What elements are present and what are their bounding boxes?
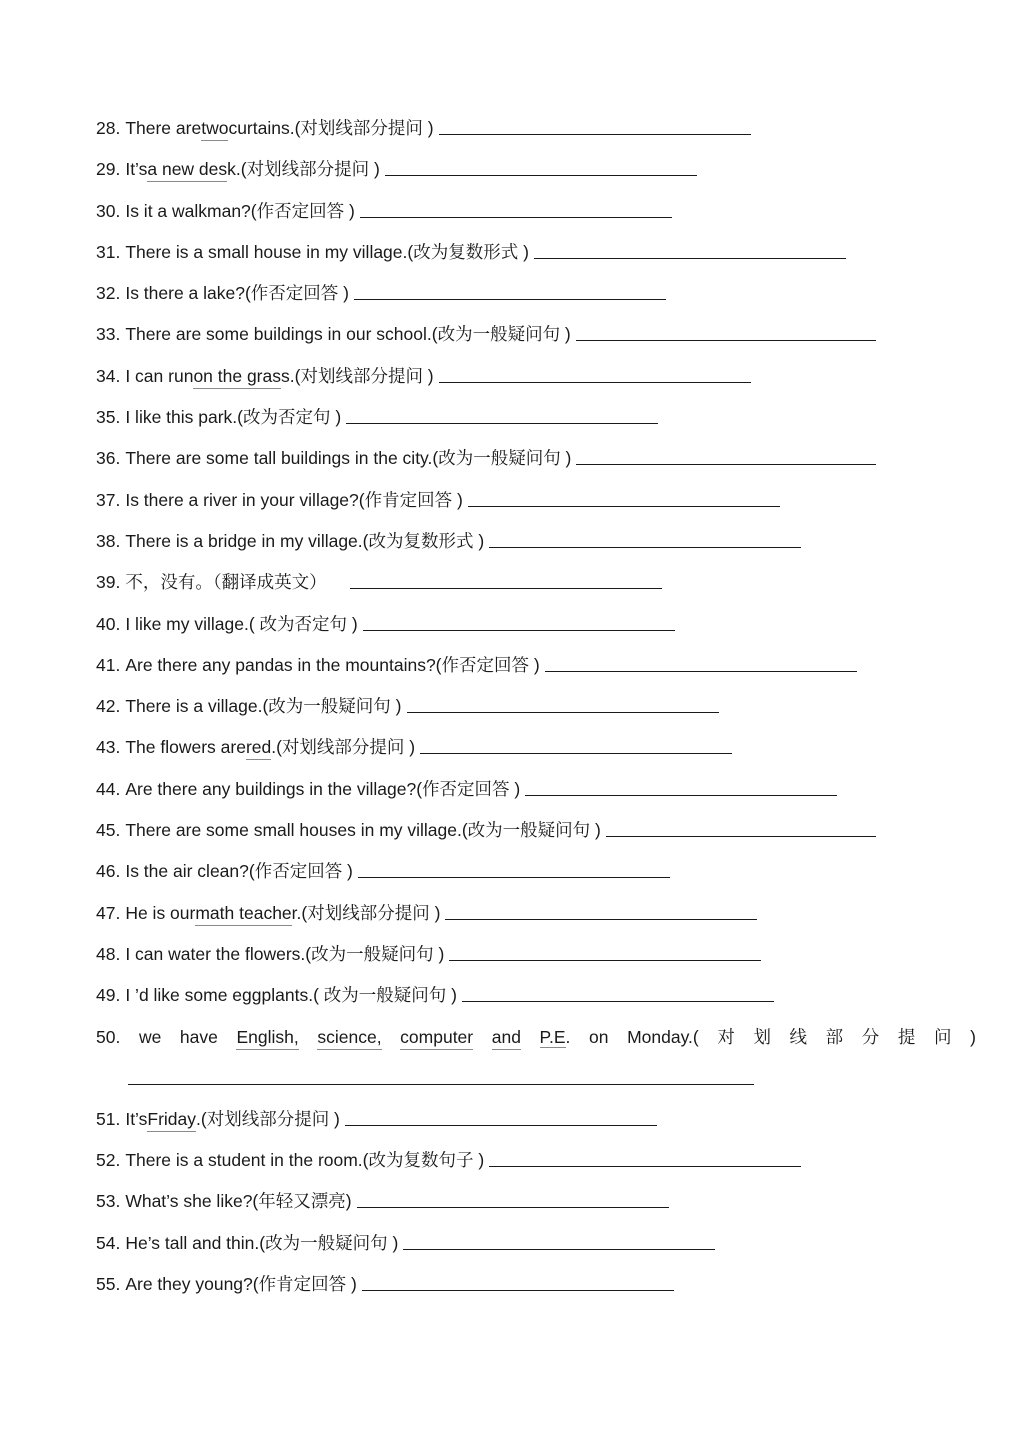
justified-sentence (96, 1025, 976, 1050)
item-instruction: curtains.(对划线部分提问 ) (228, 118, 434, 138)
word: 划 (753, 1026, 771, 1047)
exercise-item (96, 777, 996, 818)
exercise-item (96, 405, 996, 446)
underlined-text: a new des (147, 157, 227, 182)
item-text: Is the air clean?(作否定回答 ) (125, 861, 353, 882)
underlined-text: Friday (147, 1107, 196, 1132)
exercise-item (96, 240, 996, 281)
answer-blank[interactable] (606, 818, 876, 837)
item-text: I can run (125, 365, 194, 386)
exercise-item (96, 322, 996, 363)
answer-blank[interactable] (439, 364, 751, 383)
underlined-word: P.E (539, 1026, 566, 1047)
item-text: There are (125, 118, 202, 138)
answer-blank[interactable] (468, 488, 780, 507)
word: 线 (789, 1026, 808, 1047)
answer-blank[interactable] (357, 1189, 669, 1208)
word: 部 (825, 1026, 844, 1047)
item-number: 51. (96, 1108, 121, 1129)
item-text: 不，没有。（翻译成英文） (125, 572, 327, 593)
item-number: 31. (96, 241, 121, 262)
answer-blank[interactable] (534, 240, 846, 259)
item-number: 36. (96, 448, 121, 469)
item-instruction: s.(对划线部分提问 ) (281, 365, 434, 386)
exercise-item (96, 818, 996, 859)
item-number: 50. (96, 1026, 121, 1047)
item-text: Is it a walkman?(作否定回答 ) (125, 200, 355, 221)
item-text: I can water the flowers.(改为一般疑问句 ) (125, 943, 445, 964)
item-number: 46. (96, 861, 121, 882)
answer-blank[interactable] (350, 570, 662, 589)
word: 问 (933, 1026, 952, 1047)
answer-blank[interactable] (489, 529, 801, 548)
item-number: 33. (96, 324, 121, 345)
underlined-word: computer (400, 1025, 473, 1050)
exercise-item (96, 983, 996, 1024)
item-text: The flowers are (125, 737, 246, 758)
item-text: There is a bridge in my village.(改为复数形式 ) (125, 530, 485, 551)
item-number: 39. (96, 572, 121, 593)
exercise-item (96, 570, 996, 611)
exercise-item (96, 1231, 996, 1272)
exercise-item (96, 364, 996, 405)
underlined-text: red (246, 735, 271, 760)
item-number: 28. (96, 118, 121, 138)
word: 对 (717, 1026, 735, 1047)
item-number: 34. (96, 365, 121, 386)
answer-blank[interactable] (354, 281, 666, 300)
exercise-item (96, 612, 996, 653)
answer-blank[interactable] (360, 199, 672, 218)
exercise-item (96, 199, 996, 240)
item-text: Are there any buildings in the village?(作否定回答 ) (125, 778, 521, 799)
answer-blank[interactable] (439, 116, 751, 135)
word: Monday.( (627, 1026, 699, 1047)
answer-blank[interactable] (462, 983, 774, 1002)
item-number: 52. (96, 1150, 121, 1171)
answer-blank[interactable] (346, 405, 658, 424)
item-instruction: r.(对划线部分提问 ) (291, 902, 441, 923)
item-number: 44. (96, 778, 121, 799)
item-number: 45. (96, 820, 121, 841)
exercise-item (96, 1107, 996, 1148)
answer-blank[interactable] (385, 157, 697, 176)
item-number: 38. (96, 530, 121, 551)
item-number: 47. (96, 902, 121, 923)
item-text: There is a small house in my village.(改为复数形式 ) (125, 241, 529, 262)
item-text: I ’d like some eggplants.( 改为一般疑问句 ) (125, 985, 457, 1006)
exercise-item (96, 735, 996, 776)
answer-blank[interactable] (358, 859, 670, 878)
answer-blank[interactable] (545, 653, 857, 672)
item-number: 54. (96, 1232, 121, 1253)
exercise-item (96, 488, 996, 529)
exercise-item (96, 529, 996, 570)
underlined-text: math teache (195, 901, 291, 926)
exercise-item (96, 694, 996, 735)
item-number: 42. (96, 696, 121, 717)
word: . (565, 1026, 571, 1047)
item-text: Are there any pandas in the mountains?(作否定回答 ) (125, 654, 540, 675)
item-number: 53. (96, 1191, 121, 1212)
answer-blank[interactable] (345, 1107, 657, 1126)
item-text: Are they young?(作肯定回答 ) (125, 1274, 357, 1295)
exercise-item (96, 446, 996, 487)
underlined-word: and (492, 1025, 521, 1050)
item-number: 43. (96, 737, 121, 758)
item-text: What’s she like?(年轻又漂亮) (125, 1191, 352, 1212)
word: have (179, 1026, 218, 1047)
item-number: 35. (96, 407, 121, 428)
item-number: 48. (96, 943, 121, 964)
exercise-item (96, 901, 996, 942)
underlined-word: science, (317, 1025, 381, 1050)
exercise-item (96, 116, 996, 157)
exercise-item (96, 859, 996, 900)
item-text: He’s tall and thin.(改为一般疑问句 ) (125, 1232, 399, 1253)
item-text: It’s (125, 159, 148, 180)
item-text: There are some small houses in my village.(改为一般疑问句 ) (125, 820, 601, 841)
item-number: 41. (96, 654, 121, 675)
item-text: He is our (125, 902, 196, 923)
exercise-item (96, 1148, 996, 1189)
item-number: 49. (96, 985, 121, 1006)
item-instruction: .(对划线部分提问 ) (196, 1108, 340, 1129)
answer-blank[interactable] (420, 735, 732, 754)
item-number: 30. (96, 200, 121, 221)
word: 分 (861, 1026, 880, 1047)
answer-blank[interactable] (489, 1148, 801, 1167)
answer-blank[interactable] (407, 694, 719, 713)
word: ) (970, 1026, 976, 1047)
item-text: There is a village.(改为一般疑问句 ) (125, 696, 402, 717)
answer-blank[interactable] (128, 1066, 754, 1085)
word: we (138, 1026, 162, 1047)
exercise-item (96, 157, 996, 198)
word: on (588, 1026, 609, 1047)
answer-blank[interactable] (403, 1231, 715, 1250)
item-instruction: .(对划线部分提问 ) (271, 737, 416, 758)
answer-blank[interactable] (362, 1272, 674, 1291)
item-text: It’s (125, 1108, 148, 1129)
item-number: 55. (96, 1274, 121, 1295)
item-number: 40. (96, 613, 121, 634)
exercise-item-50 (96, 1025, 996, 1066)
item-text: There are some tall buildings in the city.(改为一般疑问句 ) (125, 448, 572, 469)
item-text: Is there a river in your village?(作肯定回答 ) (125, 489, 463, 510)
item-text: Is there a lake?(作否定回答 ) (125, 283, 349, 304)
item-instruction: k.(对划线部分提问 ) (227, 159, 380, 180)
answer-blank[interactable] (576, 446, 876, 465)
underlined-word: English, (236, 1025, 298, 1050)
exercise-item (96, 281, 996, 322)
exercise-item (96, 942, 996, 983)
word: 提 (897, 1026, 916, 1047)
answer-blank[interactable] (363, 612, 675, 631)
answer-blank[interactable] (449, 942, 761, 961)
item-number: 29. (96, 159, 121, 180)
exercise-item (96, 653, 996, 694)
worksheet (96, 116, 996, 1313)
underlined-text: on the gras (193, 364, 281, 389)
exercise-item-50-answer (96, 1066, 996, 1107)
item-text: There is a student in the room.(改为复数句子 ) (125, 1150, 485, 1171)
answer-blank[interactable] (445, 901, 757, 920)
answer-blank[interactable] (576, 322, 876, 341)
item-text: I like this park.(改为否定句 ) (125, 407, 342, 428)
underlined-text: two (201, 116, 228, 141)
item-text: I like my village.( 改为否定句 ) (125, 613, 358, 634)
answer-blank[interactable] (525, 777, 837, 796)
item-text: There are some buildings in our school.(改为一般疑问句 ) (125, 324, 571, 345)
item-number: 32. (96, 283, 121, 304)
exercise-item (96, 1189, 996, 1230)
item-number: 37. (96, 489, 121, 510)
exercise-item (96, 1272, 996, 1313)
